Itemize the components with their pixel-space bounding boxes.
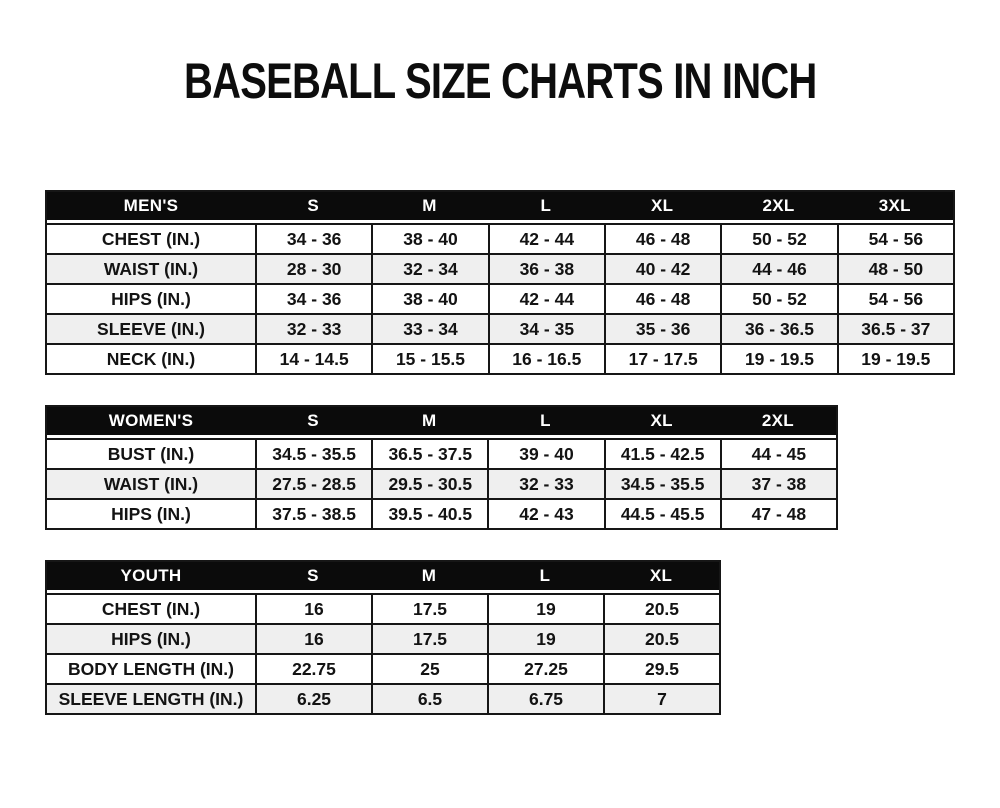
womens-size-table [45,405,838,530]
size-value-cell: 50 - 52 [720,223,836,253]
table-row [47,683,719,713]
size-value-cell: 19 - 19.5 [720,343,836,373]
size-column-header: 2XL [720,192,836,223]
size-value-cell: 36 - 38 [488,253,604,283]
size-value-cell: 46 - 48 [604,283,720,313]
size-value-cell: 17.5 [371,623,487,653]
size-value-cell: 7 [603,683,719,713]
size-value-cell: 34 - 36 [255,223,371,253]
size-value-cell: 15 - 15.5 [371,343,487,373]
size-value-cell: 19 [487,623,603,653]
size-column-header: 3XL [837,192,953,223]
table-row [47,223,953,253]
table-row [47,343,953,373]
size-value-cell: 19 - 19.5 [837,343,953,373]
size-value-cell: 19 [487,593,603,623]
size-value-cell: 38 - 40 [371,223,487,253]
size-chart-page [0,53,1000,715]
size-value-cell: 42 - 44 [488,283,604,313]
size-value-cell: 42 - 43 [487,498,603,528]
row-label: WAIST (IN.) [47,468,255,498]
size-tables-container [45,190,1000,715]
size-value-cell: 29.5 - 30.5 [371,468,487,498]
page-title [0,53,1000,109]
size-value-cell: 17 - 17.5 [604,343,720,373]
header-row [47,192,953,223]
size-column-header: M [371,192,487,223]
size-value-cell: 37.5 - 38.5 [255,498,371,528]
table-title-cell: YOUTH [47,562,255,593]
row-label: SLEEVE (IN.) [47,313,255,343]
size-value-cell: 44 - 45 [720,438,836,468]
mens-size-table [45,190,955,375]
size-value-cell: 34 - 36 [255,283,371,313]
size-value-cell: 32 - 33 [487,468,603,498]
row-label: HIPS (IN.) [47,283,255,313]
size-value-cell: 16 [255,593,371,623]
size-value-cell: 41.5 - 42.5 [604,438,720,468]
size-value-cell: 36 - 36.5 [720,313,836,343]
table-row [47,438,836,468]
size-value-cell: 22.75 [255,653,371,683]
table-row [47,623,719,653]
size-value-cell: 14 - 14.5 [255,343,371,373]
size-value-cell: 36.5 - 37 [837,313,953,343]
row-label: HIPS (IN.) [47,498,255,528]
table-row [47,498,836,528]
size-value-cell: 44.5 - 45.5 [604,498,720,528]
size-column-header: L [488,192,604,223]
size-value-cell: 34.5 - 35.5 [604,468,720,498]
size-value-cell: 32 - 34 [371,253,487,283]
size-value-cell: 48 - 50 [837,253,953,283]
size-value-cell: 37 - 38 [720,468,836,498]
size-value-cell: 46 - 48 [604,223,720,253]
size-value-cell: 40 - 42 [604,253,720,283]
size-value-cell: 6.75 [487,683,603,713]
size-value-cell: 34 - 35 [488,313,604,343]
table-row [47,468,836,498]
row-label: BODY LENGTH (IN.) [47,653,255,683]
size-value-cell: 50 - 52 [720,283,836,313]
header-row [47,407,836,438]
size-value-cell: 47 - 48 [720,498,836,528]
size-value-cell: 39 - 40 [487,438,603,468]
row-label: BUST (IN.) [47,438,255,468]
size-value-cell: 44 - 46 [720,253,836,283]
size-column-header: S [255,562,371,593]
header-row [47,562,719,593]
youth-size-table [45,560,721,715]
size-value-cell: 39.5 - 40.5 [371,498,487,528]
size-value-cell: 20.5 [603,593,719,623]
size-value-cell: 36.5 - 37.5 [371,438,487,468]
size-value-cell: 29.5 [603,653,719,683]
table-row [47,593,719,623]
table-row [47,313,953,343]
page-title-text: BASEBALL SIZE CHARTS IN INCH [183,53,817,109]
size-value-cell: 25 [371,653,487,683]
size-value-cell: 16 - 16.5 [488,343,604,373]
size-column-header: L [487,407,603,438]
row-label: NECK (IN.) [47,343,255,373]
row-label: CHEST (IN.) [47,223,255,253]
size-column-header: L [487,562,603,593]
size-value-cell: 17.5 [371,593,487,623]
table-title-cell: WOMEN'S [47,407,255,438]
size-column-header: S [255,192,371,223]
size-value-cell: 35 - 36 [604,313,720,343]
size-value-cell: 16 [255,623,371,653]
table-row [47,653,719,683]
size-value-cell: 27.5 - 28.5 [255,468,371,498]
table-title-cell: MEN'S [47,192,255,223]
size-value-cell: 6.5 [371,683,487,713]
size-value-cell: 54 - 56 [837,283,953,313]
size-value-cell: 6.25 [255,683,371,713]
size-value-cell: 32 - 33 [255,313,371,343]
row-label: HIPS (IN.) [47,623,255,653]
table-row [47,253,953,283]
size-value-cell: 42 - 44 [488,223,604,253]
size-value-cell: 28 - 30 [255,253,371,283]
size-column-header: 2XL [720,407,836,438]
size-column-header: XL [603,562,719,593]
size-value-cell: 27.25 [487,653,603,683]
size-value-cell: 34.5 - 35.5 [255,438,371,468]
row-label: SLEEVE LENGTH (IN.) [47,683,255,713]
row-label: CHEST (IN.) [47,593,255,623]
size-column-header: S [255,407,371,438]
size-value-cell: 54 - 56 [837,223,953,253]
size-value-cell: 20.5 [603,623,719,653]
size-column-header: XL [604,192,720,223]
size-value-cell: 38 - 40 [371,283,487,313]
size-column-header: XL [604,407,720,438]
size-column-header: M [371,407,487,438]
size-column-header: M [371,562,487,593]
row-label: WAIST (IN.) [47,253,255,283]
table-row [47,283,953,313]
size-value-cell: 33 - 34 [371,313,487,343]
